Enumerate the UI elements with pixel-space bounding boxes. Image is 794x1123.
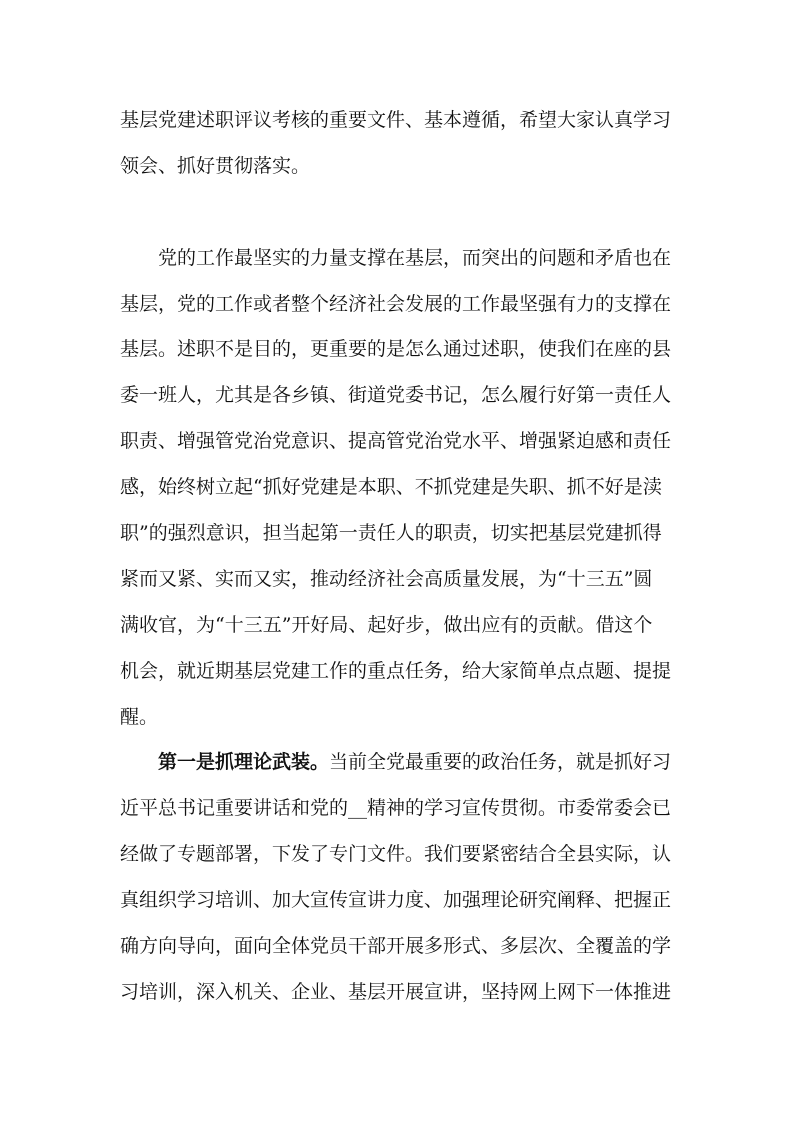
paragraph-1	[120, 98, 682, 190]
text-line: 职责、增强管党治党意识、提高管党治党水平、增强紧迫感和责任	[120, 430, 672, 453]
text-line: 感，始终树立起“抓好党建是本职、不抓党建是失职、抓不好是渎	[120, 476, 662, 499]
text-run: 当前全党最重要的政治任务，就是抓好习	[329, 751, 672, 774]
paragraph-3	[120, 740, 682, 1015]
document-body	[120, 98, 682, 1016]
paragraph-spacer	[120, 190, 682, 236]
text-line: 紧而又紧、实而又实，推动经济社会高质量发展，为“十三五”圆	[120, 567, 653, 590]
text-line: 基层，党的工作或者整个经济社会发展的工作最坚强有力的支撑在	[120, 292, 672, 315]
text-line: 近平总书记重要讲话和党的__精神的学习宣传贯彻。市委常委会已	[120, 797, 672, 820]
paragraph-2	[120, 236, 682, 741]
text-line: 醒。	[120, 705, 159, 728]
text-line: 满收官，为“十三五”开好局、起好步，做出应有的贡献。借这个	[120, 613, 653, 636]
text-line: 委一班人，尤其是各乡镇、街道党委书记，怎么履行好第一责任人	[120, 384, 672, 407]
text-line: 基层。述职不是目的，更重要的是怎么通过述职，使我们在座的县	[120, 338, 672, 361]
text-line: 基层党建述职评议考核的重要文件、基本遵循，希望大家认真学习	[120, 109, 672, 131]
text-line: 机会，就近期基层党建工作的重点任务，给大家简单点点题、提提	[120, 659, 672, 682]
text-line: 确方向导向，面向全体党员干部开展多形式、多层次、全覆盖的学	[120, 935, 672, 958]
text-line	[120, 740, 682, 786]
text-line: 真组织学习培训、加大宣传宣讲力度、加强理论研究阐释、把握正	[120, 889, 672, 912]
text-line: 职”的强烈意识，担当起第一责任人的职责，切实把基层党建抓得	[120, 522, 662, 545]
text-line: 党的工作最坚实的力量支撑在基层，而突出的问题和矛盾也在	[158, 246, 672, 269]
text-line: 领会、抓好贯彻落实。	[120, 154, 311, 177]
section-heading: 第一是抓理论武装。	[158, 751, 330, 774]
text-line: 习培训，深入机关、企业、基层开展宣讲，坚持网上网下一体推进	[120, 980, 672, 1003]
text-line: 经做了专题部署，下发了专门文件。我们要紧密结合全县实际，认	[120, 843, 672, 866]
